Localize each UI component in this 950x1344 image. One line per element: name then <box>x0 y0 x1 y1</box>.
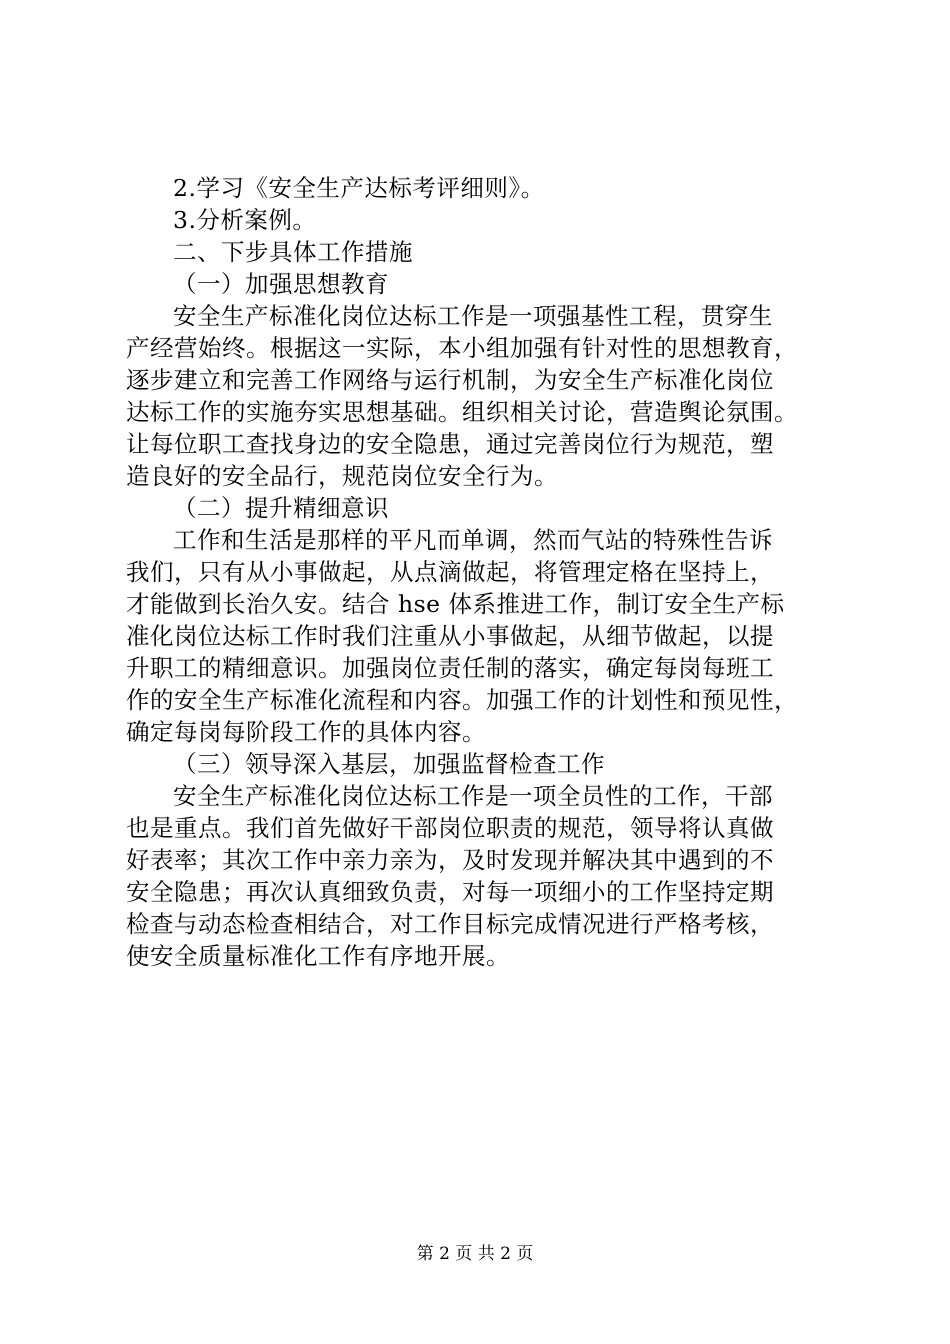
text-line: 安全生产标准化岗位达标工作是一项全员性的工作，干部 <box>173 782 773 810</box>
text-line: 升职工的精细意识。加强岗位责任制的落实，确定每岗每班工 <box>126 654 774 682</box>
text-line: 逐步建立和完善工作网络与运行机制，为安全生产标准化岗位 <box>126 366 774 394</box>
text-line: 造良好的安全品行，规范岗位安全行为。 <box>126 462 558 490</box>
text-line: 作的安全生产标准化流程和内容。加强工作的计划性和预见性， <box>126 686 798 714</box>
document-body <box>126 172 831 972</box>
text-line: （一）加强思想教育 <box>173 270 389 298</box>
text-line: （二）提升精细意识 <box>173 494 389 522</box>
text-line: 产经营始终。根据这一实际，本小组加强有针对性的思想教育， <box>126 334 798 362</box>
text-line: 让每位职工查找身边的安全隐患，通过完善岗位行为规范，塑 <box>126 430 774 458</box>
text-line: 达标工作的实施夯实思想基础。组织相关讨论，营造舆论氛围。 <box>126 398 798 426</box>
text-line: 我们，只有从小事做起，从点滴做起，将管理定格在坚持上， <box>126 558 774 586</box>
text-line: （三）领导深入基层，加强监督检查工作 <box>173 750 605 778</box>
text-line: 2.学习《安全生产达标考评细则》。 <box>173 174 545 202</box>
text-line: 才能做到长治久安。结合 hse 体系推进工作，制订安全生产标 <box>126 590 785 618</box>
text-line: 也是重点。我们首先做好干部岗位职责的规范，领导将认真做 <box>126 814 774 842</box>
text-line: 工作和生活是那样的平凡而单调，然而气站的特殊性告诉 <box>173 526 773 554</box>
text-line: 安全隐患；再次认真细致负责，对每一项细小的工作坚持定期 <box>126 878 774 906</box>
text-line: 准化岗位达标工作时我们注重从小事做起，从细节做起，以提 <box>126 622 774 650</box>
text-line: 安全生产标准化岗位达标工作是一项强基性工程，贯穿生 <box>173 302 773 330</box>
text-line: 好表率；其次工作中亲力亲为，及时发现并解决其中遇到的不 <box>126 846 774 874</box>
page-footer: 第 2 页 共 2 页 <box>416 1244 534 1264</box>
text-line: 使安全质量标准化工作有序地开展。 <box>126 942 510 970</box>
text-line: 二、下步具体工作措施 <box>173 238 413 266</box>
text-line: 检查与动态检查相结合，对工作目标完成情况进行严格考核， <box>126 910 774 938</box>
text-line: 确定每岗每阶段工作的具体内容。 <box>126 718 486 746</box>
text-line: 3.分析案例。 <box>173 206 317 234</box>
